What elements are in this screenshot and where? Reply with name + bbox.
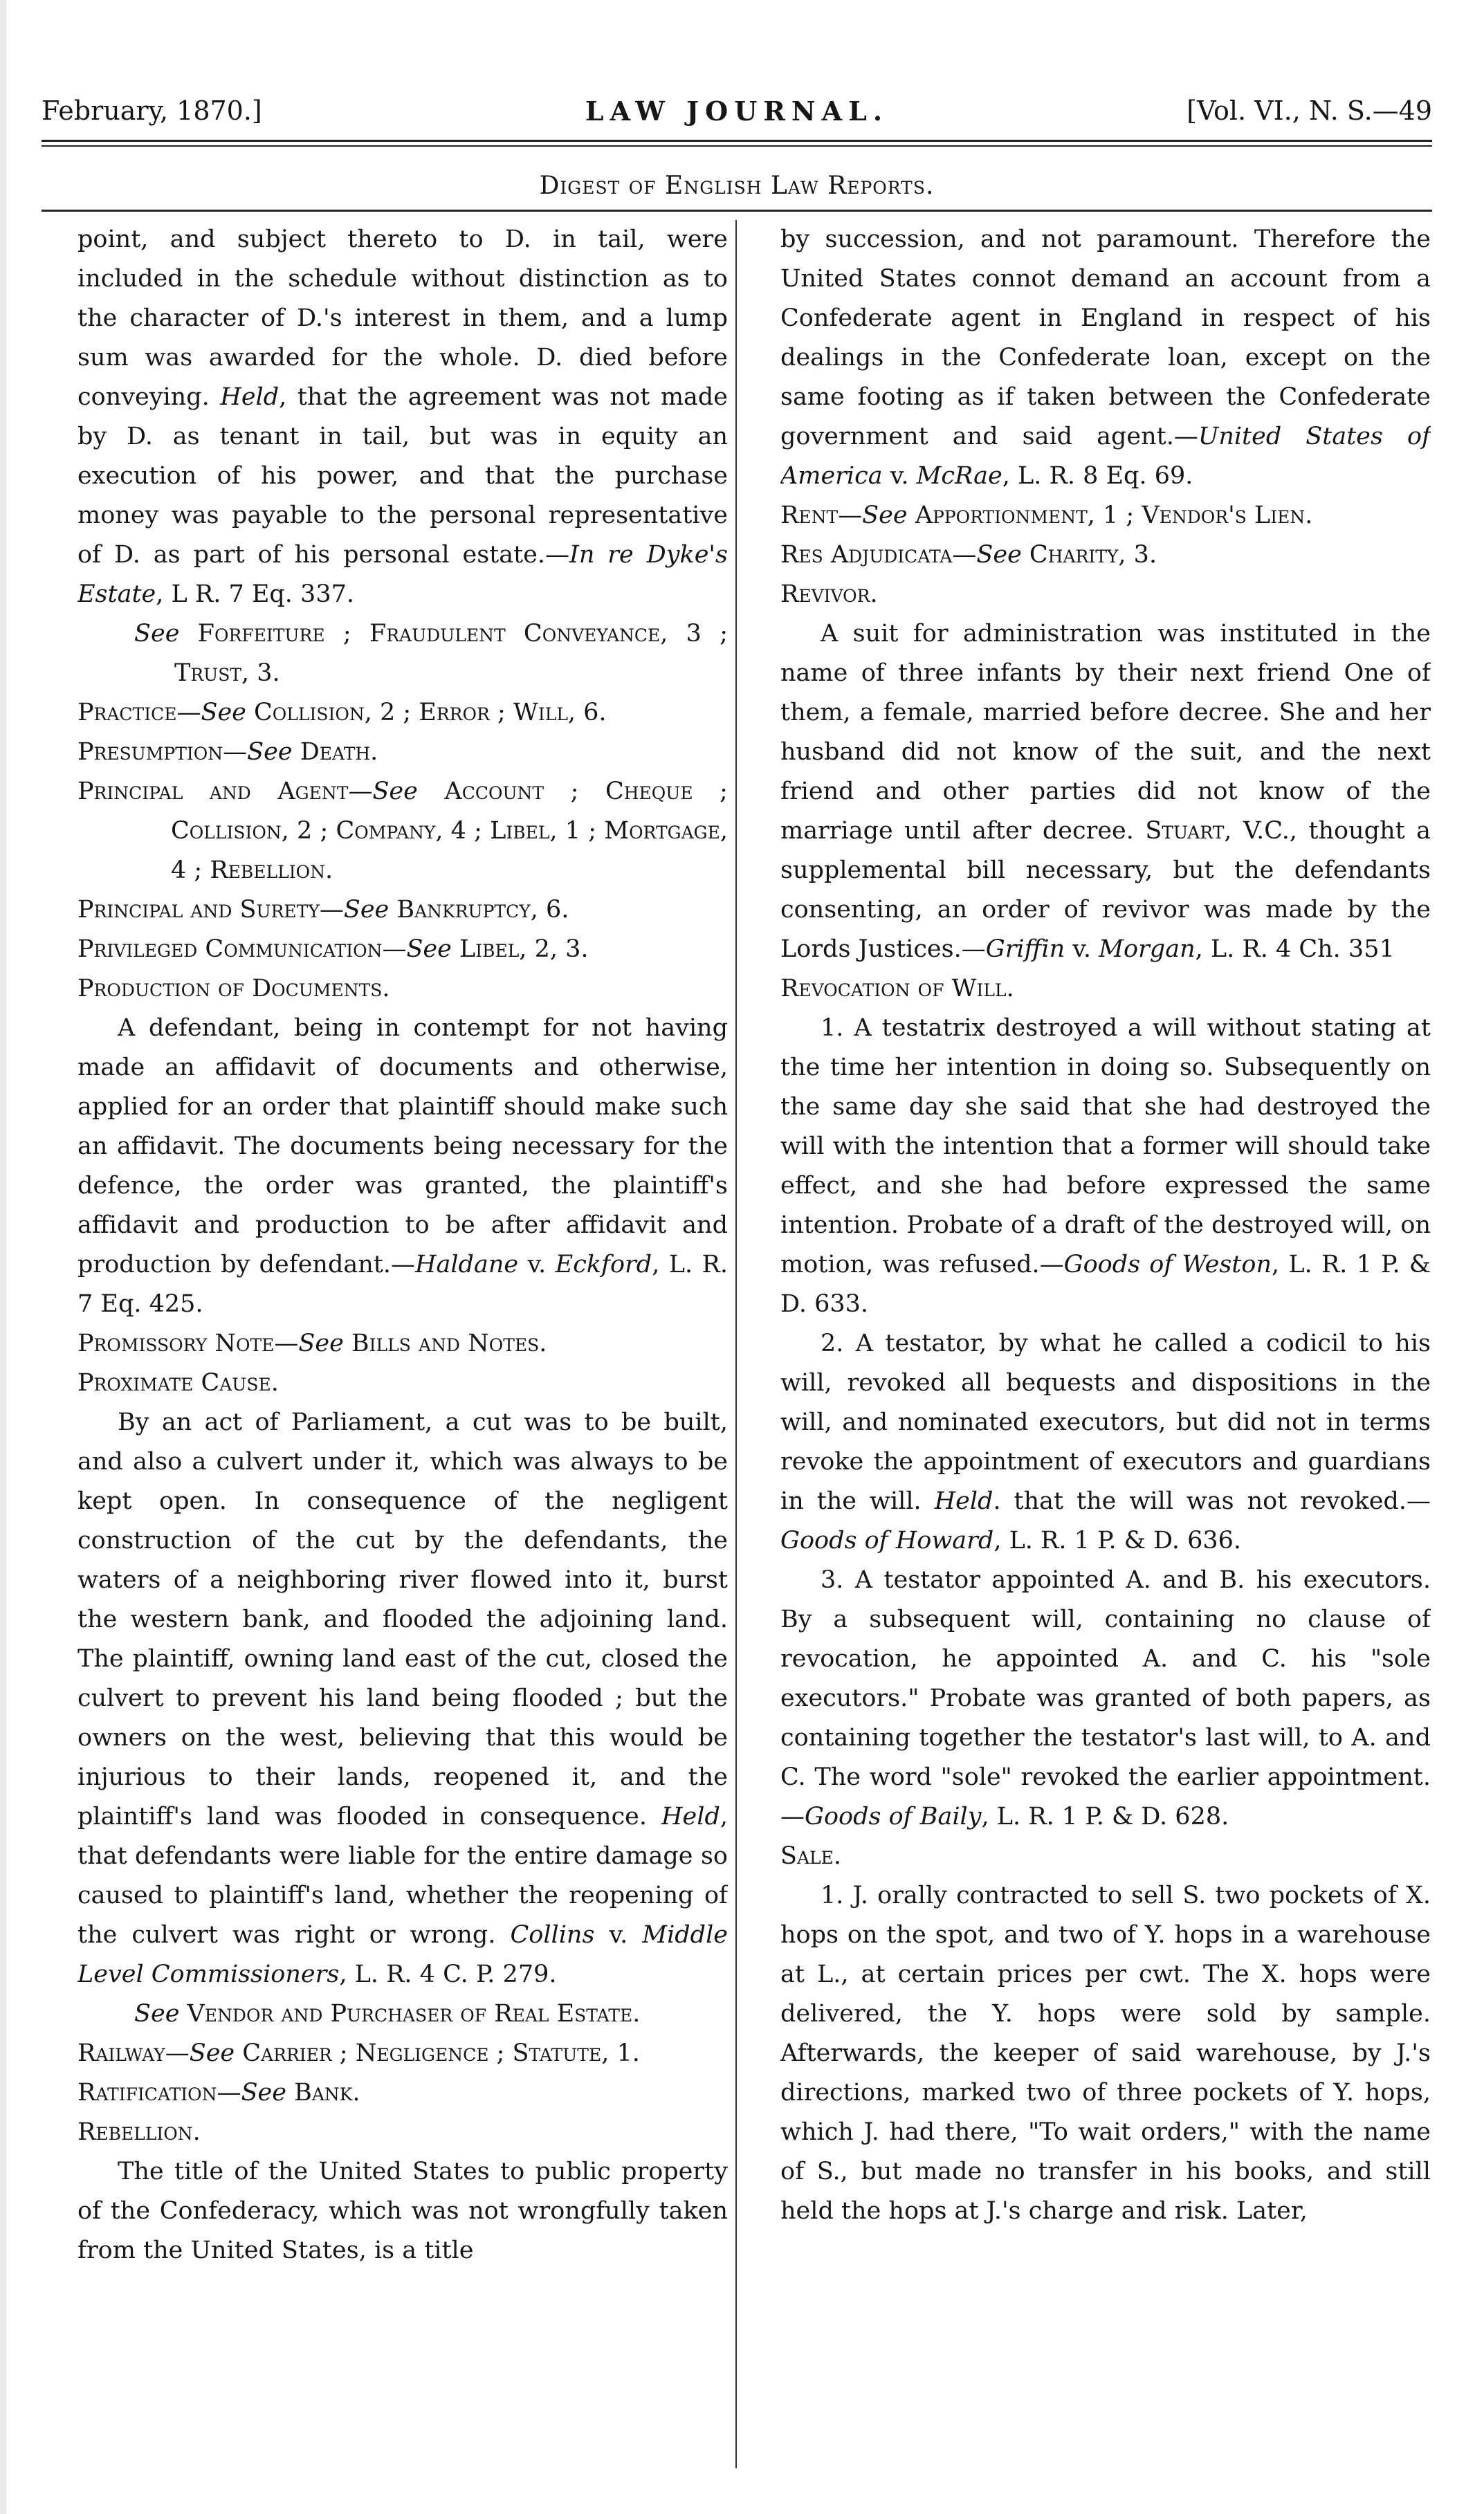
small-caps-text: Forfeiture ; Fraudulent Conveyance, 3 ; Trust, 3. <box>174 620 728 687</box>
small-caps-text: Bills and Notes. <box>343 1330 547 1357</box>
small-caps-text: Libel, 2, 3. <box>451 935 589 963</box>
small-caps-text: Bank. <box>286 2079 360 2107</box>
small-caps-text: Privileged Communication— <box>77 935 407 963</box>
small-caps-text: Production of Documents. <box>77 975 390 1002</box>
body-text: , V.C., thought a supplemental bill necessary, but the defendants consenting, an order of revivor was made by the Lords Justices.— <box>780 817 1431 963</box>
digest-heading <box>77 2034 728 2073</box>
body-text: 2. A testator, by what he called a codicil to his will, revoked all bequests and dispositions in the will, and nominated executors, but did not in terms revoke the appointment of executors and guardians in the will. <box>780 1330 1431 1515</box>
left-column <box>77 220 728 2475</box>
small-caps-text: Rent— <box>780 502 863 529</box>
digest-heading <box>780 1837 1431 1876</box>
case-citation-text: See <box>343 896 390 924</box>
small-caps-text: Res Adjudicata— <box>780 541 977 569</box>
body-text: , L. R. 4 Ch. 351 <box>1195 935 1395 963</box>
digest-paragraph <box>77 1009 728 1324</box>
case-citation-text: Held <box>220 383 280 411</box>
digest-paragraph <box>77 2152 728 2270</box>
case-citation-text: Held <box>934 1487 993 1515</box>
case-citation-text: See <box>406 935 452 963</box>
body-text: v. <box>1065 935 1099 963</box>
digest-paragraph <box>780 1876 1431 2231</box>
header-rule-top <box>42 140 1432 142</box>
small-caps-text: Proximate Cause. <box>77 1369 279 1397</box>
case-citation-text: See <box>862 502 908 529</box>
body-text: , L. R. 1 P. & D. 633. <box>780 1251 1431 1318</box>
case-citation-text: Haldane <box>414 1251 519 1278</box>
body-text: point, and subject thereto to D. in tail, were included in the schedule without distinction as to the character of D.'s interest in them, and a lump sum was awarded for the whole. D. died before conveying. <box>77 226 728 411</box>
small-caps-text: Account ; Cheque ; Collision, 2 ; Company, 4 ; Libel, 1 ; Mortgage, 4 ; Rebellion. <box>171 778 728 884</box>
case-citation-text: Middle Level Commissioners <box>77 1921 728 1988</box>
digest-paragraph <box>77 220 728 614</box>
small-caps-text: Sale. <box>780 1842 842 1870</box>
small-caps-text: Practice— <box>77 699 201 726</box>
right-column <box>780 220 1431 2475</box>
small-caps-text: Ratification— <box>77 2079 241 2107</box>
digest-paragraph <box>77 1403 728 1994</box>
body-text: . that the will was not revoked.— <box>993 1487 1431 1515</box>
digest-paragraph <box>780 614 1431 969</box>
header-date: February, 1870.] <box>42 95 262 126</box>
case-citation-text: See <box>241 2079 286 2107</box>
small-caps-text: Principal and Agent— <box>77 778 373 805</box>
case-citation-text: See <box>298 1330 344 1357</box>
case-citation-text: United States of America <box>780 423 1431 490</box>
digest-heading <box>780 535 1431 575</box>
small-caps-text: Presumption— <box>77 738 248 766</box>
small-caps-text: Stuart <box>1145 817 1225 845</box>
case-citation-text: See <box>372 778 418 805</box>
case-citation-text: Goods of Baily <box>805 1803 982 1831</box>
digest-heading <box>77 733 728 772</box>
digest-heading <box>780 496 1431 535</box>
small-caps-text: Bankruptcy, 6. <box>389 896 569 924</box>
digest-heading <box>780 575 1431 614</box>
digest-heading <box>780 969 1431 1009</box>
small-caps-text: Promissory Note— <box>77 1330 299 1357</box>
small-caps-text: Vendor and Purchaser of Real Estate. <box>179 2000 641 2028</box>
digest-paragraph <box>780 1324 1431 1561</box>
small-caps-text: Revocation of Will. <box>780 975 1014 1002</box>
case-citation-text: Eckford <box>555 1251 652 1278</box>
body-text: The title of the United States to public property of the Confederacy, which was not wrongfully taken from the United States, is a title <box>77 2158 728 2264</box>
body-text: By an act of Parliament, a cut was to be built, and also a culvert under it, which was always to be kept open. In consequence of the negligent construction of the cut by the defendants, the waters of a neighboring river flowed into it, burst the western bank, and flooded the adjoining land. The plaintiff, owning land east of the cut, closed the culvert to prevent his land being flooded ; but the owners on the west, believing that this would be injurious to their lands, reopened it, and the plaintiff's land was flooded in consequence. <box>77 1409 728 1831</box>
digest-paragraph <box>780 220 1431 496</box>
case-citation-text: See <box>134 2000 180 2028</box>
digest-heading <box>77 1994 728 2034</box>
case-citation-text: Collins <box>510 1921 595 1949</box>
digest-heading <box>77 890 728 930</box>
body-text: by succession, and not paramount. Therefore the United States connot demand an account from a Confederate agent in England in respect of his dealings in the Confederate loan, except on the same footing as if taken between the Confederate government and said agent.— <box>780 226 1431 450</box>
small-caps-text: Carrier ; Negligence ; Statute, 1. <box>235 2039 640 2067</box>
case-citation-text: Morgan <box>1099 935 1196 963</box>
page-binding-edge <box>0 0 6 2514</box>
case-citation-text: See <box>134 620 180 648</box>
body-text: , L R. 7 Eq. 337. <box>156 580 354 608</box>
body-text: v. <box>594 1921 643 1949</box>
body-text: v. <box>882 462 917 490</box>
section-rule <box>42 210 1432 212</box>
body-text: , that the agreement was not made by D. as tenant in tail, but was in equity an execution of his power, and that the purchase money was payable to the personal representative of D. as part of his personal estate.— <box>77 383 728 569</box>
digest-paragraph <box>780 1009 1431 1324</box>
digest-heading <box>77 1364 728 1403</box>
small-caps-text: Death. <box>292 738 378 766</box>
running-header <box>42 95 1432 137</box>
small-caps-text: Railway— <box>77 2039 190 2067</box>
body-text: , that defendants were liable for the entire damage so caused to plaintiff's land, whether the reopening of the culvert was right or wrong. <box>77 1803 728 1949</box>
digest-heading <box>77 969 728 1009</box>
body-text: , L. R. 4 C. P. 279. <box>339 1961 557 1988</box>
body-text: 1. J. orally contracted to sell S. two pockets of X. hops on the spot, and two of Y. hops in a warehouse at L., at certain prices per cwt. The X. hops were delivered, the Y. hops were sold by sample. Afterwards, the keeper of said warehouse, by J.'s directions, marked two of three pockets of Y. hops, which J. had there, "To wait orders," with the name of S., but made no transfer in his books, and still held the hops at J.'s charge and risk. Later, <box>780 1882 1431 2225</box>
header-rule-bottom <box>42 145 1432 147</box>
body-text: A defendant, being in contempt for not having made an affidavit of documents and otherwise, applied for an order that plaintiff should make such an affidavit. The documents being necessary for the defence, the order was granted, the plaintiff's affidavit and production to be after affidavit and production by defendant.— <box>77 1014 728 1278</box>
body-text: 3. A testator appointed A. and B. his executors. By a subsequent will, containing no clause of revocation, he appointed A. and C. his "sole executors." Probate was granted of both papers, as containing together the testator's last will, to A. and C. The word "sole" revoked the earlier appointment.— <box>780 1566 1431 1831</box>
digest-paragraph <box>780 1561 1431 1837</box>
case-citation-text: In re Dyke's Estate <box>77 541 728 608</box>
case-citation-text: Griffin <box>985 935 1065 963</box>
case-citation-text: Held <box>661 1803 720 1831</box>
small-caps-text: Collision, 2 ; Error ; Will, 6. <box>246 699 607 726</box>
body-text: , L. R. 7 Eq. 425. <box>77 1251 728 1318</box>
digest-heading <box>77 614 728 693</box>
case-citation-text: McRae <box>916 462 1002 490</box>
small-caps-text: Revivor. <box>780 580 878 608</box>
case-citation-text: See <box>976 541 1022 569</box>
body-text: , L. R. 8 Eq. 69. <box>1002 462 1193 490</box>
body-text: 1. A testatrix destroyed a will without stating at the time her intention in doing so. Subsequently on the same day she said that she had destroyed the will with the intention that a former will should take effect, and she had before expressed the same intention. Probate of a draft of the destroyed will, on motion, was refused.— <box>780 1014 1431 1278</box>
small-caps-text: Apportionment, 1 ; Vendor's Lien. <box>907 502 1313 529</box>
digest-heading <box>77 772 728 890</box>
body-text: A suit for administration was instituted in the name of three infants by their next friend One of them, a female, married before decree. She and her husband did not know of the suit, and the next friend and other parties did not know of the marriage until after decree. <box>780 620 1431 845</box>
header-volume: [Vol. VI., N. S.—49 <box>1187 95 1432 126</box>
case-citation-text: See <box>189 2039 235 2067</box>
body-text: , L. R. 1 P. & D. 636. <box>993 1527 1242 1554</box>
case-citation-text: Goods of Howard <box>780 1527 994 1554</box>
header-title: LAW JOURNAL. <box>585 95 889 127</box>
digest-heading <box>77 930 728 969</box>
column-divider <box>735 220 737 2468</box>
digest-heading <box>77 693 728 733</box>
section-title: Digest of English Law Reports. <box>539 172 935 200</box>
case-citation-text: See <box>247 738 293 766</box>
digest-heading <box>77 2113 728 2152</box>
small-caps-text: Charity, 3. <box>1021 541 1157 569</box>
small-caps-text: Rebellion. <box>77 2118 201 2146</box>
body-text: v. <box>518 1251 556 1278</box>
small-caps-text: Principal and Surety— <box>77 896 344 924</box>
body-text: , L. R. 1 P. & D. 628. <box>981 1803 1229 1831</box>
digest-heading <box>77 2073 728 2113</box>
digest-heading <box>77 1324 728 1364</box>
case-citation-text: See <box>201 699 246 726</box>
case-citation-text: Goods of Weston <box>1063 1251 1272 1278</box>
